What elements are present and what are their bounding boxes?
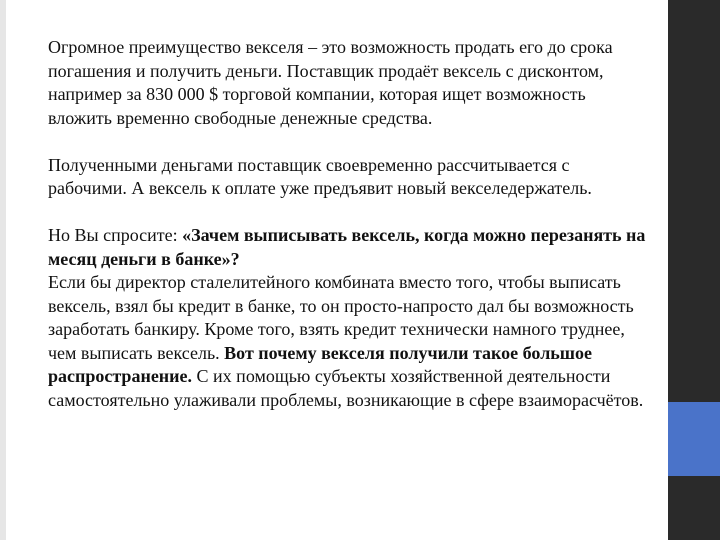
paragraph-gap [48,201,648,225]
left-border [0,0,6,540]
paragraph-2: Полученными деньгами поставщик своевременно рассчитывается с рабочими. А вексель к оплате уже предъявит новый векселедержатель. [48,154,592,198]
sidebar-accent-block [668,402,720,476]
answer-text: Если бы директор сталелитейного комбината вместо того, чтобы выписать вексель, взял бы кредит в банке, то он просто-напросто дал бы возможность заработать банкиру. Кроме того, взять кредит технически намного труднее, чем выписать вексель. [48,272,634,363]
paragraph-1: Огромное преимущество векселя – это возможность продать его до срока погашения и получить деньги. Поставщик продаёт вексель с дисконтом, например за 830 000 $ торговой компании, которая ищет возможность вложить временно свободные денежные средства. [48,37,613,128]
question-intro: Но Вы спросите: [48,225,183,245]
question-text: «Зачем выписывать вексель, когда можно перезанять на месяц деньги в банке»? [48,225,646,269]
emphasis-text: Вот почему векселя получили такое большое распространение. [48,342,592,386]
paragraph-3 [48,224,648,412]
closing-text: С их помощью субъекты хозяйственной деятельности самостоятельно улаживали проблемы, возникающие в сфере взаиморасчётов. [48,366,644,410]
slide-body [48,36,648,412]
paragraph-gap [48,130,648,154]
right-sidebar [668,0,720,540]
